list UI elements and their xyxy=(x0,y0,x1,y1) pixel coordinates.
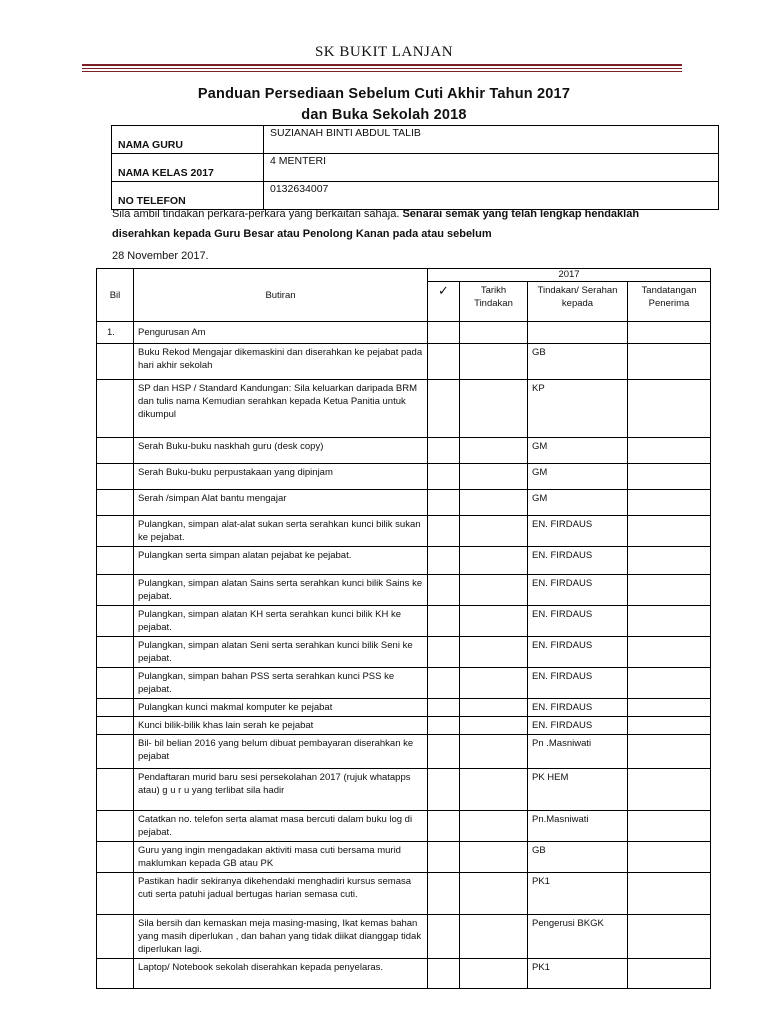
row-bil xyxy=(97,769,134,811)
info-label: NAMA GURU xyxy=(112,126,264,154)
header-tarikh: Tarikh Tindakan xyxy=(460,282,528,322)
row-signature xyxy=(628,575,711,606)
row-handover: EN. FIRDAUS xyxy=(528,637,628,668)
section-title: Pengurusan Am xyxy=(134,322,428,344)
header-bil: Bil xyxy=(97,269,134,322)
row-signature xyxy=(628,547,711,575)
row-bil xyxy=(97,547,134,575)
table-row xyxy=(97,380,711,438)
row-bil xyxy=(97,873,134,915)
header-serahan: Tindakan/ Serahan kepada xyxy=(528,282,628,322)
row-handover: EN. FIRDAUS xyxy=(528,699,628,717)
row-signature xyxy=(628,490,711,516)
row-item: Serah /simpan Alat bantu mengajar xyxy=(134,490,428,516)
row-signature xyxy=(628,464,711,490)
info-row xyxy=(112,154,719,182)
row-item: Laptop/ Notebook sekolah diserahkan kepada penyelaras. xyxy=(134,959,428,989)
row-item: Catatkan no. telefon serta alamat masa bercuti dalam buku log di pejabat. xyxy=(134,811,428,842)
table-row xyxy=(97,547,711,575)
row-date xyxy=(460,637,528,668)
row-date xyxy=(460,735,528,769)
row-bil xyxy=(97,464,134,490)
row-handover: EN. FIRDAUS xyxy=(528,717,628,735)
row-date xyxy=(460,438,528,464)
row-signature xyxy=(628,842,711,873)
row-item: Pulangkan, simpan alat-alat sukan serta serahkan kunci bilik sukan ke pejabat. xyxy=(134,516,428,547)
row-check xyxy=(428,842,460,873)
row-item: Buku Rekod Mengajar dikemaskini dan diserahkan ke pejabat pada hari akhir sekolah xyxy=(134,344,428,380)
section-number: 1. xyxy=(97,322,134,344)
row-bil xyxy=(97,959,134,989)
row-item: Kunci bilik-bilik khas lain serah ke pejabat xyxy=(134,717,428,735)
row-signature xyxy=(628,959,711,989)
row-bil xyxy=(97,735,134,769)
row-date xyxy=(460,873,528,915)
row-item: Pulangkan, simpan bahan PSS serta serahkan kunci PSS ke pejabat. xyxy=(134,668,428,699)
row-bil xyxy=(97,668,134,699)
row-handover: GM xyxy=(528,464,628,490)
row-item: Bil- bil belian 2016 yang belum dibuat pembayaran diserahkan ke pejabat xyxy=(134,735,428,769)
row-bil xyxy=(97,516,134,547)
row-handover: EN. FIRDAUS xyxy=(528,575,628,606)
row-handover: PK1 xyxy=(528,873,628,915)
info-label: NAMA KELAS 2017 xyxy=(112,154,264,182)
row-signature xyxy=(628,717,711,735)
row-bil xyxy=(97,490,134,516)
row-date xyxy=(460,842,528,873)
row-signature xyxy=(628,438,711,464)
header-butiran: Butiran xyxy=(134,269,428,322)
row-date xyxy=(460,380,528,438)
info-value: 4 MENTERI xyxy=(264,154,719,182)
header-rule xyxy=(82,68,682,69)
row-handover: EN. FIRDAUS xyxy=(528,606,628,637)
info-value: 0132634007 xyxy=(264,182,719,210)
row-check xyxy=(428,915,460,959)
row-signature xyxy=(628,699,711,717)
row-signature xyxy=(628,344,711,380)
row-signature xyxy=(628,915,711,959)
row-check xyxy=(428,438,460,464)
row-date xyxy=(460,516,528,547)
row-handover: KP xyxy=(528,380,628,438)
row-bil xyxy=(97,811,134,842)
row-check xyxy=(428,811,460,842)
row-item: SP dan HSP / Standard Kandungan: Sila keluarkan daripada BRM dan tulis nama Kemudian serahkan kepada Ketua Panitia untuk dikumpul xyxy=(134,380,428,438)
row-item: Pendaftaran murid baru sesi persekolahan 2017 (rujuk whatapps atau) g u r u yang terlibat sila hadir xyxy=(134,769,428,811)
row-signature xyxy=(628,637,711,668)
table-row xyxy=(97,575,711,606)
row-bil xyxy=(97,438,134,464)
table-row xyxy=(97,637,711,668)
info-row xyxy=(112,126,719,154)
row-date xyxy=(460,547,528,575)
row-check xyxy=(428,959,460,989)
row-handover: GM xyxy=(528,490,628,516)
row-check xyxy=(428,490,460,516)
row-check xyxy=(428,344,460,380)
table-row xyxy=(97,735,711,769)
row-handover: PK1 xyxy=(528,959,628,989)
row-date xyxy=(460,915,528,959)
row-item: Pulangkan, simpan alatan Sains serta serahkan kunci bilik Sains ke pejabat. xyxy=(134,575,428,606)
row-item: Serah Buku-buku perpustakaan yang dipinjam xyxy=(134,464,428,490)
row-date xyxy=(460,490,528,516)
table-row xyxy=(97,915,711,959)
header-year: 2017 xyxy=(428,269,711,282)
row-bil xyxy=(97,717,134,735)
row-check xyxy=(428,717,460,735)
row-item: Sila bersih dan kemaskan meja masing-masing, Ikat kemas bahan yang masih diperlukan , dan bahan yang tidak diikat dianggap tidak diperlukan lagi. xyxy=(134,915,428,959)
instruction-text: Sila ambil tindakan perkara-perkara yang berkaitan sahaja. xyxy=(112,208,400,220)
school-name: SK BUKIT LANJAN xyxy=(314,44,454,60)
document-title: Panduan Persediaan Sebelum Cuti Akhir Tahun 2017 xyxy=(197,86,571,102)
row-handover: Pengerusi BKGK xyxy=(528,915,628,959)
row-item: Pulangkan kunci makmal komputer ke pejabat xyxy=(134,699,428,717)
row-bil xyxy=(97,699,134,717)
row-check xyxy=(428,735,460,769)
row-bil xyxy=(97,575,134,606)
row-item: Serah Buku-buku naskhah guru (desk copy) xyxy=(134,438,428,464)
header-rule xyxy=(82,64,682,66)
row-signature xyxy=(628,873,711,915)
header-row xyxy=(97,269,711,282)
row-item: Pulangkan, simpan alatan KH serta serahkan kunci bilik KH ke pejabat. xyxy=(134,606,428,637)
row-item: Pastikan hadir sekiranya dikehendaki menghadiri kursus semasa cuti serta patuhi jadual bertugas harian semasa cuti. xyxy=(134,873,428,915)
row-signature xyxy=(628,668,711,699)
teacher-info-table xyxy=(111,125,719,210)
header-tandatangan: Tandatangan Penerima xyxy=(628,282,711,322)
row-check xyxy=(428,464,460,490)
table-row xyxy=(97,606,711,637)
row-date xyxy=(460,344,528,380)
instruction-note xyxy=(112,204,672,244)
row-signature xyxy=(628,735,711,769)
table-row xyxy=(97,516,711,547)
row-bil xyxy=(97,344,134,380)
row-check xyxy=(428,547,460,575)
row-check xyxy=(428,575,460,606)
row-date xyxy=(460,606,528,637)
table-row xyxy=(97,717,711,735)
row-date xyxy=(460,717,528,735)
row-handover: GB xyxy=(528,842,628,873)
row-handover: GM xyxy=(528,438,628,464)
row-date xyxy=(460,769,528,811)
table-row xyxy=(97,769,711,811)
row-bil xyxy=(97,915,134,959)
row-date xyxy=(460,811,528,842)
row-signature xyxy=(628,516,711,547)
table-row xyxy=(97,668,711,699)
row-item: Guru yang ingin mengadakan aktiviti masa cuti bersama murid maklumkan kepada GB atau PK xyxy=(134,842,428,873)
row-handover: Pn.Masniwati xyxy=(528,811,628,842)
row-date xyxy=(460,464,528,490)
table-row xyxy=(97,464,711,490)
table-row xyxy=(97,842,711,873)
row-signature xyxy=(628,380,711,438)
row-bil xyxy=(97,380,134,438)
check-icon: ✓ xyxy=(428,282,460,322)
row-check xyxy=(428,516,460,547)
row-item: Pulangkan, simpan alatan Seni serta serahkan kunci bilik Seni ke pejabat. xyxy=(134,637,428,668)
row-item: Pulangkan serta simpan alatan pejabat ke pejabat. xyxy=(134,547,428,575)
row-date xyxy=(460,959,528,989)
row-check xyxy=(428,699,460,717)
row-handover: PK HEM xyxy=(528,769,628,811)
info-label: NO TELEFON xyxy=(112,182,264,210)
instruction-bold-text: Senarai semak yang telah lengkap hendaklah diserahkan kepada Guru Besar atau Penolong Kanan pada atau sebelum xyxy=(112,208,640,240)
row-signature xyxy=(628,811,711,842)
row-check xyxy=(428,769,460,811)
header-rule xyxy=(82,71,682,72)
row-check xyxy=(428,606,460,637)
row-bil xyxy=(97,637,134,668)
deadline-date: 28 November 2017. xyxy=(112,250,209,262)
row-signature xyxy=(628,606,711,637)
row-check xyxy=(428,668,460,699)
table-row xyxy=(97,490,711,516)
row-signature xyxy=(628,769,711,811)
table-row xyxy=(97,438,711,464)
table-row xyxy=(97,959,711,989)
table-row xyxy=(97,699,711,717)
row-check xyxy=(428,873,460,915)
row-date xyxy=(460,699,528,717)
document-subtitle: dan Buka Sekolah 2018 xyxy=(301,107,467,123)
row-handover: GB xyxy=(528,344,628,380)
row-handover: EN. FIRDAUS xyxy=(528,547,628,575)
table-row xyxy=(97,873,711,915)
checklist-table xyxy=(96,268,711,989)
row-handover: Pn .Masniwati xyxy=(528,735,628,769)
row-check xyxy=(428,380,460,438)
row-bil xyxy=(97,842,134,873)
row-handover: EN. FIRDAUS xyxy=(528,516,628,547)
row-date xyxy=(460,668,528,699)
info-value: SUZIANAH BINTI ABDUL TALIB xyxy=(264,126,719,154)
row-date xyxy=(460,575,528,606)
table-row xyxy=(97,344,711,380)
table-row xyxy=(97,811,711,842)
row-bil xyxy=(97,606,134,637)
row-handover: EN. FIRDAUS xyxy=(528,668,628,699)
row-check xyxy=(428,637,460,668)
section-row xyxy=(97,322,711,344)
